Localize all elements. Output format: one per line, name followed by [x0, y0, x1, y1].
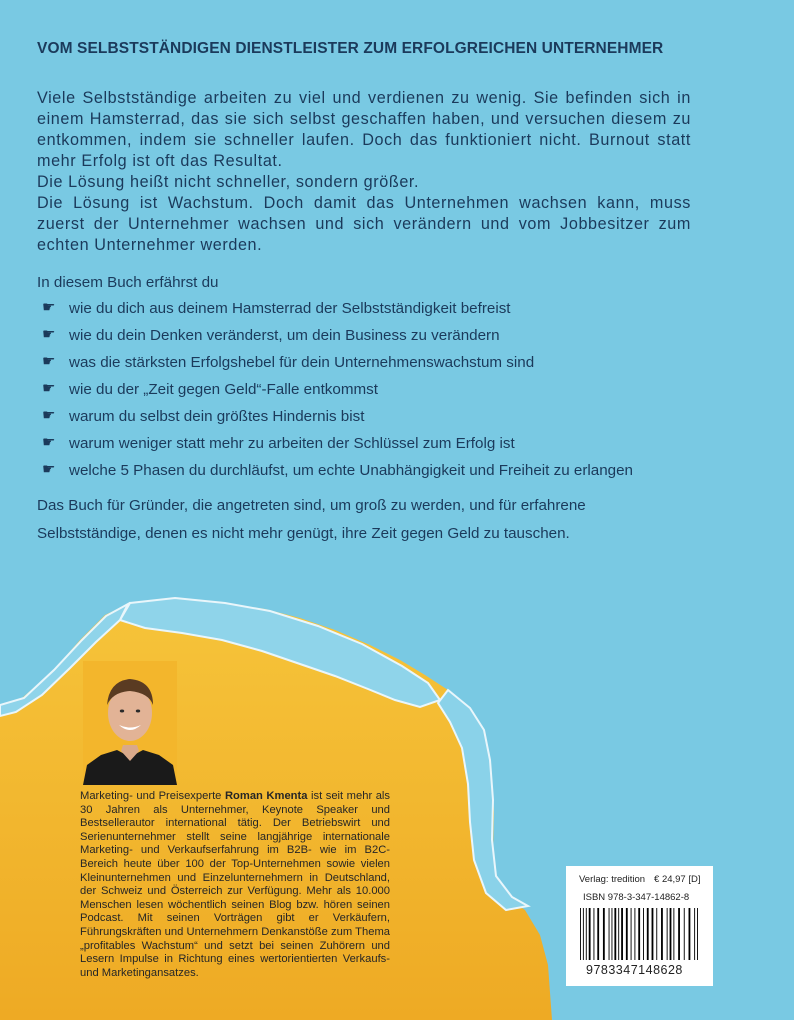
pointing-hand-icon: ☛	[42, 326, 56, 343]
barcode-bar	[597, 908, 599, 960]
list-item-text: was die stärksten Erfolgshebel für dein Unternehmenswachstum sind	[69, 354, 535, 371]
barcode-bar	[583, 908, 584, 960]
list-item-text: wie du dich aus deinem Hamsterrad der Selbstständigkeit befreist	[69, 300, 511, 317]
barcode-bar	[652, 908, 654, 960]
barcode-bar	[673, 908, 674, 960]
barcode-bar	[603, 908, 605, 960]
list-item-text: warum du selbst dein größtes Hindernis bist	[69, 408, 365, 425]
headline: VOM SELBSTSTÄNDIGEN DIENSTLEISTER ZUM ERFOLGREICHEN UNTERNEHMER	[37, 40, 664, 57]
barcode-bar	[694, 908, 695, 960]
barcode-bar	[670, 908, 672, 960]
barcode-bar	[643, 908, 644, 960]
barcode-bar	[589, 908, 591, 960]
bio-text-start: Marketing- und Preisexperte	[80, 790, 225, 802]
intro-paragraph: Die Lösung ist Wachstum. Doch damit das Unternehmen wachsen kann, muss zuerst der Unternehmer wachsen und sich verändern und vom Jobbesitzer zum echten Unternehmer werden.	[37, 194, 691, 254]
list-item	[37, 326, 691, 346]
barcode-bar	[667, 908, 668, 960]
pointing-hand-icon: ☛	[42, 299, 56, 316]
barcode-bar	[593, 908, 594, 960]
barcode-bar	[678, 908, 680, 960]
pointing-hand-icon: ☛	[42, 434, 56, 451]
author-bio	[80, 790, 390, 980]
barcode-bar	[638, 908, 640, 960]
bullet-list	[37, 299, 691, 481]
isbn: ISBN 978-3-347-14862-8	[583, 892, 690, 903]
barcode-bar	[634, 908, 635, 960]
pointing-hand-icon: ☛	[42, 353, 56, 370]
intro-paragraph: Die Lösung heißt nicht schneller, sondern größer.	[37, 173, 420, 191]
barcode-bar	[609, 908, 610, 960]
publisher: Verlag: tredition	[579, 874, 646, 885]
intro-text	[37, 88, 691, 256]
barcode-bar	[626, 908, 628, 960]
list-item-text: welche 5 Phasen du durchläufst, um echte Unabhängigkeit und Freiheit zu erlangen	[69, 462, 633, 479]
barcode-bar	[618, 908, 619, 960]
list-item	[37, 380, 691, 400]
isbn-box	[566, 866, 713, 986]
barcode-bar	[614, 908, 616, 960]
publisher-price-row	[579, 874, 701, 885]
barcode-bar	[647, 908, 649, 960]
author-name: Roman Kmenta	[224, 790, 308, 802]
list-item	[37, 434, 691, 454]
list-intro: In diesem Buch erfährst du	[37, 274, 219, 291]
barcode-bar	[612, 908, 613, 960]
closing-text: Das Buch für Gründer, die angetreten sind, um groß zu werden, und für erfahrene Selbstständige, denen es nicht mehr genügt, ihre Zeit gegen Geld zu tauschen.	[37, 496, 586, 542]
list-item-text: wie du dein Denken veränderst, um dein Business zu verändern	[69, 327, 500, 344]
barcode-bar	[656, 908, 657, 960]
list-item-text: wie du der „Zeit gegen Geld“-Falle entkommst	[69, 381, 378, 398]
pointing-hand-icon: ☛	[42, 380, 56, 397]
author-photo	[83, 661, 177, 785]
intro-paragraph: Viele Selbstständige arbeiten zu viel und verdienen zu wenig. Sie befinden sich in einem Hamsterrad, das sie sich selbst geschaffen haben, und versuchen diesem zu entkommen, indem sie schneller laufen. Doch das funktioniert nicht. Burnout statt mehr Erfolg ist oft das Resultat.	[37, 89, 691, 170]
list-item	[37, 407, 691, 427]
barcode	[579, 908, 701, 960]
list-item-text: warum weniger statt mehr zu arbeiten der Schlüssel zum Erfolg ist	[69, 435, 515, 452]
barcode-bar	[586, 908, 587, 960]
back-cover-text	[37, 40, 691, 548]
barcode-bar	[621, 908, 623, 960]
barcode-bar	[631, 908, 632, 960]
pointing-hand-icon: ☛	[42, 407, 56, 424]
barcode-bar	[661, 908, 663, 960]
ean-number: 9783347148628	[586, 963, 683, 977]
barcode-bar	[580, 908, 581, 960]
barcode-bar	[697, 908, 698, 960]
price: € 24,97 [D]	[654, 874, 701, 885]
pointing-hand-icon: ☛	[42, 461, 56, 478]
barcode-bar	[689, 908, 691, 960]
list-item	[37, 461, 691, 481]
barcode-bar	[684, 908, 685, 960]
list-item	[37, 353, 691, 373]
bio-text-rest: ist seit mehr als 30 Jahren als Unternehmer, Keynote Speaker und Bestsellerautor international tätig. Der Betriebswirt und Serienunternehmer stellt seine langjährige internationale Marketing- und Verkaufserfahrung im B2B- wie im B2C-Bereich heute über 100 der Top-Unternehmen sowie vielen Kleinunternehmen und Einzelunternehmern in Deutschland, der Schweiz und Österreich zur Verfügung. Mehr als 10.000 Menschen lesen wöchentlich seinen Blog bzw. hören seinen Podcast. Mit seinen Vorträgen gibt er Verkäufern, Führungskräften und Unternehmern Denkanstöße zum Thema „profitables Wachstum“ und setzt bei seinen Zuhörern und Lesern Impulse in Richtung eines wertorientierten Verkaufs- und Marketingansatzes.	[80, 790, 391, 979]
list-item	[37, 299, 691, 319]
